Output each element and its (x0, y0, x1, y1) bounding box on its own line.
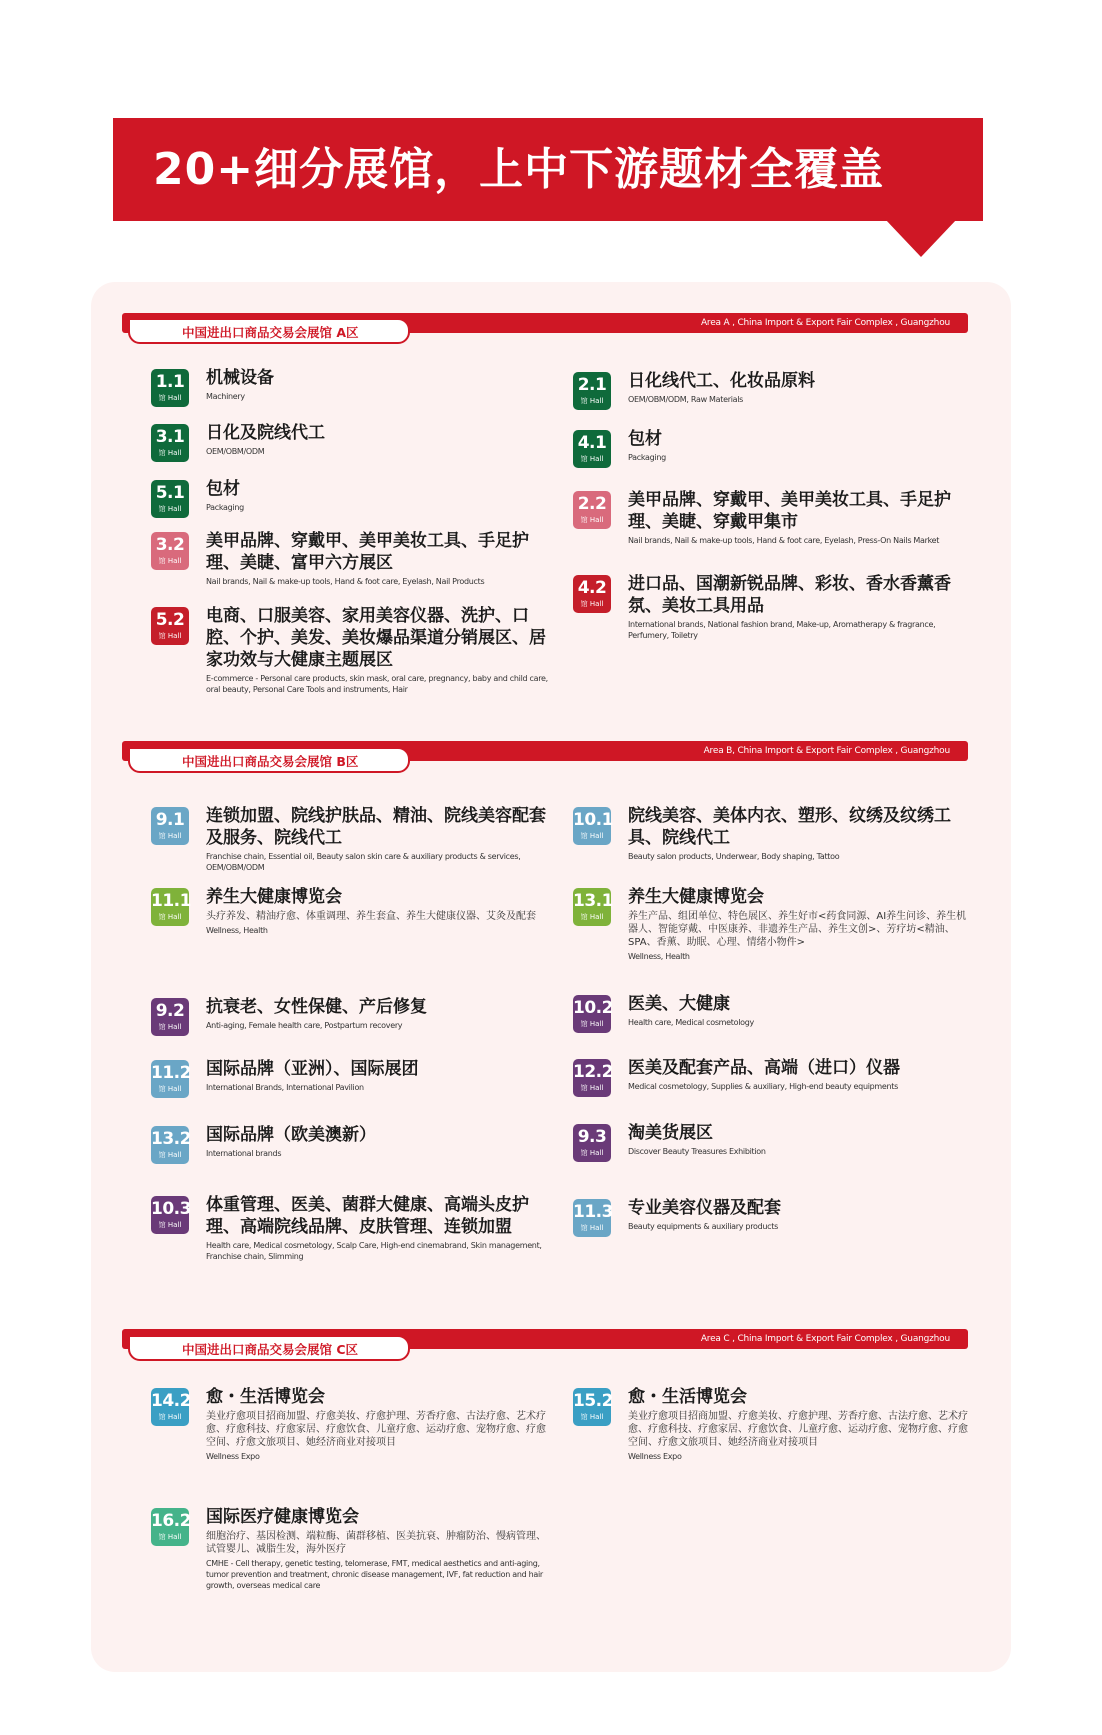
hall-badge (573, 491, 611, 529)
hall-badge (151, 607, 189, 645)
hall-sub-label: 馆 Hall (158, 394, 182, 402)
hall-title: 愈・生活博览会 (206, 1387, 325, 1407)
hall-text (206, 367, 551, 402)
hall-text (628, 489, 973, 546)
hall-badge (151, 1508, 189, 1546)
hall-text (628, 370, 973, 405)
hall-english: OEM/OBM/ODM (206, 447, 265, 456)
hall-sub-label: 馆 Hall (158, 913, 182, 921)
hall-badge (151, 888, 189, 926)
hall-badge (573, 1388, 611, 1426)
hall-english: Franchise chain, Essential oil, Beauty salon skin care & auxiliary products & services, OEM/OBM/ODM (206, 852, 521, 872)
hall-text (628, 573, 973, 641)
hall-text (206, 605, 551, 695)
hall-title: 体重管理、医美、菌群大健康、高端头皮护理、高端院线品牌、皮肤管理、连锁加盟 (206, 1195, 529, 1237)
hall-text (628, 993, 973, 1028)
hall-number: 11.1 (151, 891, 191, 911)
hall-title: 日化及院线代工 (206, 423, 325, 443)
hall-number: 12.2 (573, 1062, 613, 1082)
hall-sub-label: 馆 Hall (158, 449, 182, 457)
hall-badge (151, 532, 189, 570)
hall-title: 日化线代工、化妆品原料 (628, 371, 815, 391)
hall-english: OEM/OBM/ODM, Raw Materials (628, 395, 744, 404)
hall-english: Machinery (206, 392, 245, 401)
hall-number: 1.1 (155, 372, 185, 392)
hall-sub-label: 馆 Hall (158, 832, 182, 840)
hall-text (206, 530, 551, 587)
hall-title: 专业美容仪器及配套 (628, 1198, 781, 1218)
hall-sub-label: 馆 Hall (158, 1533, 182, 1541)
hall-english: Wellness Expo (628, 1452, 682, 1461)
hall-sub-label: 馆 Hall (580, 516, 604, 524)
hall-text (206, 1124, 551, 1159)
hall-number: 10.2 (573, 998, 613, 1018)
hall-badge (151, 998, 189, 1036)
hall-badge (151, 1388, 189, 1426)
hall-badge (573, 807, 611, 845)
hall-badge (573, 888, 611, 926)
hall-text (628, 886, 973, 962)
hall-text (628, 805, 973, 862)
hall-english: Discover Beauty Treasures Exhibition (628, 1147, 766, 1156)
hall-badge (151, 424, 189, 462)
hall-number: 10.3 (151, 1199, 191, 1219)
hall-badge (573, 575, 611, 613)
hall-number: 14.2 (151, 1391, 191, 1411)
hall-number: 9.3 (577, 1127, 607, 1147)
hall-sub-label: 馆 Hall (580, 913, 604, 921)
hall-title: 包材 (206, 479, 240, 499)
hall-title: 美甲品牌、穿戴甲、美甲美妆工具、手足护理、美睫、穿戴甲集市 (628, 490, 951, 532)
hall-number: 3.2 (155, 535, 185, 555)
hall-sub-label: 馆 Hall (158, 1221, 182, 1229)
hall-english: International Brands, International Pavilion (206, 1083, 364, 1092)
hall-title: 院线美容、美体内衣、塑形、纹绣及纹绣工具、院线代工 (628, 806, 951, 848)
hall-sub-label: 馆 Hall (158, 1085, 182, 1093)
banner-pointer (885, 219, 957, 257)
hall-text (206, 1506, 551, 1591)
hall-title: 医美及配套产品、高端（进口）仪器 (628, 1058, 900, 1078)
hall-english: Health care, Medical cosmetology, Scalp Care, High-end cinemabrand, Skin management, Franchise chain, Slimming (206, 1241, 542, 1261)
hall-description: 美业疗愈项目招商加盟、疗愈美妆、疗愈护理、芳香疗愈、古法疗愈、艺术疗愈、疗愈科技、疗愈家居、疗愈饮食、儿童疗愈、运动疗愈、宠物疗愈、疗愈空间、疗愈文旅项目、她经济商业对接项目 (628, 1411, 968, 1448)
hall-text (206, 1386, 551, 1462)
hall-english: Beauty salon products, Underwear, Body shaping, Tattoo (628, 852, 840, 861)
hall-sub-label: 馆 Hall (158, 1151, 182, 1159)
hall-badge (151, 1060, 189, 1098)
hall-sub-label: 馆 Hall (580, 455, 604, 463)
hall-sub-label: 馆 Hall (580, 1149, 604, 1157)
hall-description: 头疗养发、精油疗愈、体重调理、养生套盒、养生大健康仪器、艾灸及配套 (206, 911, 536, 922)
hall-english: Wellness, Health (206, 926, 268, 935)
hall-badge (573, 1199, 611, 1237)
hall-title: 连锁加盟、院线护肤品、精油、院线美容配套及服务、院线代工 (206, 806, 546, 848)
hall-badge (573, 430, 611, 468)
hall-sub-label: 馆 Hall (580, 832, 604, 840)
hall-number: 4.2 (577, 578, 607, 598)
hall-title: 国际品牌（亚洲）、国际展团 (206, 1059, 419, 1079)
hall-sub-label: 馆 Hall (580, 397, 604, 405)
hall-badge (151, 369, 189, 407)
hall-title: 国际医疗健康博览会 (206, 1507, 359, 1527)
hall-description: 美业疗愈项目招商加盟、疗愈美妆、疗愈护理、芳香疗愈、古法疗愈、艺术疗愈、疗愈科技、疗愈家居、疗愈饮食、儿童疗愈、运动疗愈、宠物疗愈、疗愈空间、疗愈文旅项目、她经济商业对接项目 (206, 1411, 546, 1448)
hall-number: 15.2 (573, 1391, 613, 1411)
hall-badge (151, 1126, 189, 1164)
hall-number: 11.3 (573, 1202, 613, 1222)
hall-english: Anti-aging, Female health care, Postpartum recovery (206, 1021, 403, 1030)
hall-title: 机械设备 (206, 368, 274, 388)
hall-text (206, 1058, 551, 1093)
hall-title: 淘美货展区 (628, 1123, 713, 1143)
hall-text (628, 428, 973, 463)
hall-english: International brands (206, 1149, 282, 1158)
section-b-label: 中国进出口商品交易会展馆 B区 (128, 747, 410, 773)
hall-badge (573, 1059, 611, 1097)
hall-number: 2.2 (577, 494, 607, 514)
hall-number: 2.1 (577, 375, 607, 395)
hall-text (206, 805, 551, 873)
hall-sub-label: 馆 Hall (158, 1023, 182, 1031)
hall-sub-label: 馆 Hall (158, 505, 182, 513)
header-banner (113, 118, 983, 221)
hall-badge (151, 807, 189, 845)
hall-english: Nail brands, Nail & make-up tools, Hand & foot care, Eyelash, Press-On Nails Market (628, 536, 940, 545)
hall-english: Beauty equipments & auxiliary products (628, 1222, 778, 1231)
hall-badge (151, 480, 189, 518)
hall-title: 电商、口服美容、家用美容仪器、洗护、口腔、个护、美发、美妆爆品渠道分销展区、居家功效与大健康主题展区 (206, 606, 546, 670)
hall-text (206, 886, 551, 936)
hall-title: 愈・生活博览会 (628, 1387, 747, 1407)
hall-text (206, 1194, 551, 1262)
section-c-label: 中国进出口商品交易会展馆 C区 (128, 1335, 410, 1361)
hall-sub-label: 馆 Hall (580, 1224, 604, 1232)
hall-english: Health care, Medical cosmetology (628, 1018, 754, 1027)
hall-badge (573, 995, 611, 1033)
hall-text (206, 422, 551, 457)
hall-sub-label: 馆 Hall (580, 600, 604, 608)
page-title: 20+细分展馆，上中下游题材全覆盖 (153, 144, 885, 195)
hall-text (628, 1386, 973, 1462)
hall-number: 11.2 (151, 1063, 191, 1083)
hall-number: 13.2 (151, 1129, 191, 1149)
hall-number: 5.1 (155, 483, 185, 503)
hall-english: Wellness Expo (206, 1452, 260, 1461)
hall-badge (573, 1124, 611, 1162)
hall-title: 养生大健康博览会 (628, 887, 764, 907)
hall-description: 细胞治疗、基因检测、端粒酶、菌群移植、医美抗衰、肿瘤防治、慢病管理、试管婴儿、减脂生发，海外医疗 (206, 1531, 546, 1555)
hall-number: 16.2 (151, 1511, 191, 1531)
hall-title: 包材 (628, 429, 662, 449)
hall-title: 进口品、国潮新锐品牌、彩妆、香水香薰香氛、美妆工具用品 (628, 574, 951, 616)
hall-number: 13.1 (573, 891, 613, 911)
hall-text (628, 1197, 973, 1232)
hall-number: 5.2 (155, 610, 185, 630)
hall-english: Medical cosmetology, Supplies & auxiliary, High-end beauty equipments (628, 1082, 899, 1091)
hall-title: 养生大健康博览会 (206, 887, 342, 907)
hall-english: International brands, National fashion brand, Make-up, Aromatherapy & fragrance, Perfumery, Toiletry (628, 620, 936, 640)
hall-english: CMHE - Cell therapy, genetic testing, telomerase, FMT, medical aesthetics and anti-aging, tumor prevention and treatment, chronic disease management, IVF, fat reduction and hair growth, overseas medical care (206, 1559, 543, 1590)
section-c-area: Area C , China Import & Export Fair Complex , Guangzhou (700, 1334, 950, 1344)
hall-number: 4.1 (577, 433, 607, 453)
hall-text (628, 1122, 973, 1157)
hall-sub-label: 馆 Hall (580, 1413, 604, 1421)
hall-description: 养生产品、组团单位、特色展区、养生好市<药食同源、AI养生问诊、养生机器人、智能穿戴、中医康养、非遗养生产品、养生文创>、芳疗坊<精油、SPA、香薰、助眠、心理、情绪小物件> (628, 911, 967, 948)
hall-title: 美甲品牌、穿戴甲、美甲美妆工具、手足护理、美睫、富甲六方展区 (206, 531, 529, 573)
hall-title: 抗衰老、女性保健、产后修复 (206, 997, 427, 1017)
hall-number: 9.2 (155, 1001, 185, 1021)
hall-sub-label: 馆 Hall (158, 557, 182, 565)
hall-number: 10.1 (573, 810, 613, 830)
hall-sub-label: 馆 Hall (158, 632, 182, 640)
hall-english: Packaging (206, 503, 244, 512)
hall-text (206, 996, 551, 1031)
section-b-area: Area B, China Import & Export Fair Complex , Guangzhou (703, 746, 950, 756)
section-a-area: Area A , China Import & Export Fair Complex , Guangzhou (700, 318, 950, 328)
hall-number: 3.1 (155, 427, 185, 447)
hall-title: 国际品牌（欧美澳新） (206, 1125, 376, 1145)
hall-title: 医美、大健康 (628, 994, 730, 1014)
hall-english: Packaging (628, 453, 666, 462)
hall-text (206, 478, 551, 513)
hall-sub-label: 馆 Hall (580, 1020, 604, 1028)
hall-english: Wellness, Health (628, 952, 690, 961)
hall-badge (151, 1196, 189, 1234)
section-a-label: 中国进出口商品交易会展馆 A区 (128, 318, 410, 344)
hall-sub-label: 馆 Hall (158, 1413, 182, 1421)
hall-english: E-commerce - Personal care products, skin mask, oral care, pregnancy, baby and child care, oral beauty, Personal Care Tools and instruments, Hair (206, 674, 548, 694)
hall-number: 9.1 (155, 810, 185, 830)
hall-badge (573, 372, 611, 410)
hall-english: Nail brands, Nail & make-up tools, Hand & foot care, Eyelash, Nail Products (206, 577, 485, 586)
hall-text (628, 1057, 973, 1092)
hall-sub-label: 馆 Hall (580, 1084, 604, 1092)
